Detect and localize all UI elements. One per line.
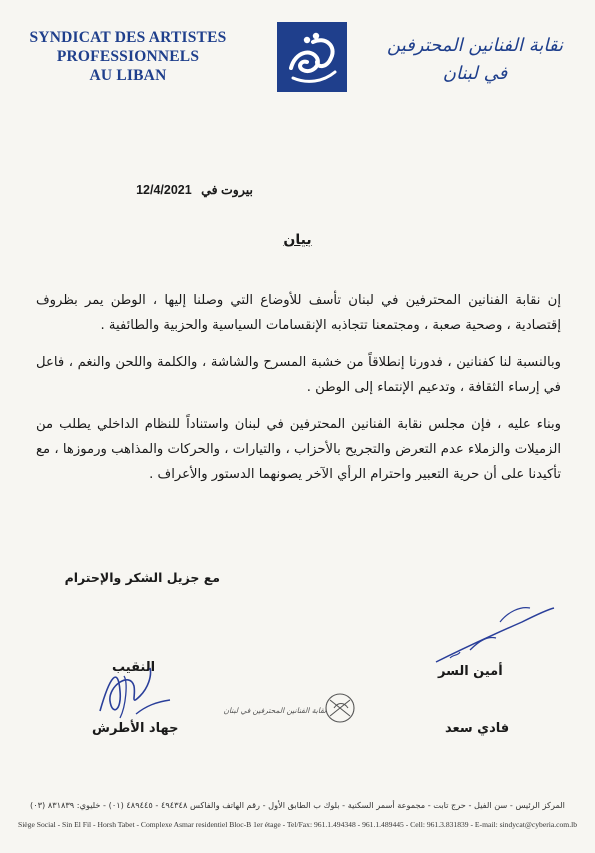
header-ar-line1: نقابة الفنانين المحترفين [387, 35, 563, 56]
stamp-text: نقابة الفنانين المحترفين في لبنان [223, 706, 326, 715]
body-paragraph-2: وبالنسبة لنا كفنانين ، فدورنا إنطلاقاً من خشبة المسرح والشاشة ، والكلمة واللحن والنغم ، فاعل في إرساء الثقافة ، وتدعيم الإنتماء إلى الوطن . [36, 355, 561, 395]
secretary-title: أمين السر [438, 664, 503, 679]
logo-mark-icon [277, 22, 347, 92]
body-paragraph-3: وبناء عليه ، فإن مجلس نقابة الفنانين المحترفين في لبنان واستناداً للنظام الداخلي يطلب من الزميلات والزملاء عدم التعرض والتجريح بالأحزاب ، والتيارات ، والحركات والمذاهب ورموزها ، مع تأكيدنا على أن حرية التعبير واحترام الرأي الآخر يصونهما الدستور والأعراف . [36, 417, 561, 482]
header-ar-line2: في لبنان [442, 63, 508, 84]
letter-date [136, 182, 253, 197]
body-paragraph-1: إن نقابة الفنانين المحترفين في لبنان تأسف للأوضاع التي وصلنا إليها ، الوطن يمر بظروف إقتصادية ، وصحية صعبة ، ومجتمعنا تتجاذبه الإنقسامات السياسية والحزبية والطائفية . [36, 293, 561, 333]
header-french [18, 28, 238, 85]
date-label: بيروت في [201, 183, 253, 197]
secretary-name: فادي سعد [445, 721, 510, 736]
statement-body [36, 288, 561, 499]
date-value: 12/4/2021 [136, 183, 192, 197]
closing-line: مع جزيل الشكر والإحترام [64, 570, 220, 585]
footer-address-french: Siège Social - Sin El Fil - Horsh Tabet - Complexe Asmar residentiel Bloc-B 1er étage - Tel/Fax: 961.1.494348 - 961.1.489445 - Cell: 961.3.831839 - E-mail: sindycat@cyberia.com.lb [17, 820, 578, 829]
header-fr-line2: PROFESSIONNELS [56, 48, 200, 65]
syndicate-logo [277, 22, 347, 92]
header-fr-line1: SYNDICAT DES ARTISTES [29, 29, 227, 46]
footer-address-arabic: المركز الرئيس - سن الفيل - حرج تابت - مجموعة أسمر السكنية - بلوك ب الطابق الأول - رقم الهاتف والفاكس ٤٩٤٣٤٨ - ٤٨٩٤٤٥ (٠١) - خليوي: ٨٣١٨٣٩ (٠٣) [30, 800, 565, 810]
president-name: جهاد الأطرش [92, 721, 179, 736]
statement-title: بيان [283, 232, 312, 248]
president-signature-icon [90, 656, 180, 726]
header-fr-line3: AU LIBAN [89, 67, 167, 84]
header-arabic [365, 32, 585, 88]
president-title: النقيب [112, 660, 156, 675]
